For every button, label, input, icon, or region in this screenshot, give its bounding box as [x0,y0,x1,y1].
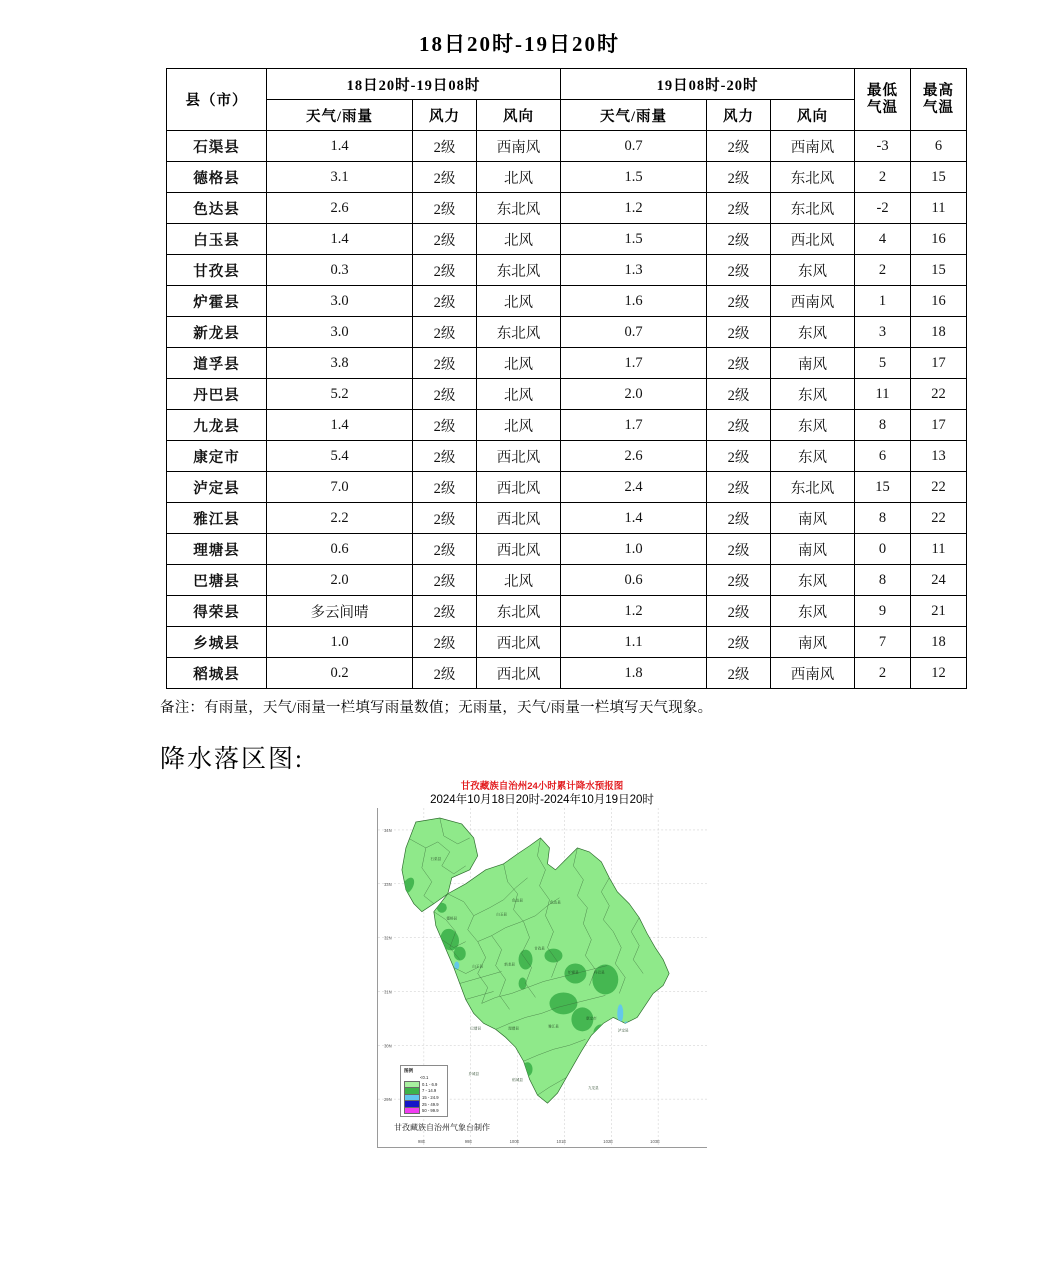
cell-tmax: 24 [911,565,967,596]
cell-wx1: 5.4 [267,441,413,472]
cell-tmax: 18 [911,317,967,348]
precipitation-map-figure [372,781,712,1171]
cell-dir2: 西北风 [771,224,855,255]
svg-text:99E: 99E [464,1139,473,1145]
cell-dir2: 西南风 [771,286,855,317]
legend-label: <0.1 [420,1075,429,1081]
cell-wx1: 5.2 [267,379,413,410]
cell-pow2: 2级 [707,410,771,441]
svg-text:理塘县: 理塘县 [508,1026,519,1031]
cell-wx1: 2.2 [267,503,413,534]
cell-tmin: 3 [855,317,911,348]
svg-text:98E: 98E [417,1139,426,1145]
cell-tmax: 22 [911,503,967,534]
cell-pow1: 2级 [413,193,477,224]
table-body [167,131,967,689]
cell-wx2: 0.6 [561,565,707,596]
table-row [167,255,967,286]
cell-pow2: 2级 [707,379,771,410]
cell-dir2: 南风 [771,627,855,658]
svg-text:石渠县: 石渠县 [430,857,442,862]
cell-dir2: 东风 [771,379,855,410]
legend-label: 25 - 49.9 [422,1101,439,1107]
cell-wx1: 3.0 [267,317,413,348]
header-county: 县（市） [167,69,267,131]
svg-text:乡城县: 乡城县 [468,1072,480,1077]
cell-tmin: 0 [855,534,911,565]
svg-text:30N: 30N [383,1043,392,1049]
cell-tmin: 5 [855,348,911,379]
header-direction-1: 风向 [477,100,561,131]
cell-wx1: 1.4 [267,410,413,441]
cell-pow1: 2级 [413,224,477,255]
cell-wx2: 1.3 [561,255,707,286]
table-row [167,410,967,441]
cell-dir2: 东风 [771,565,855,596]
svg-text:白玉县: 白玉县 [496,912,507,917]
cell-county: 巴塘县 [167,565,267,596]
cell-dir1: 西北风 [477,441,561,472]
legend-items [404,1075,445,1114]
cell-tmax: 12 [911,658,967,689]
cell-dir2: 西南风 [771,658,855,689]
table-header-row-1 [167,69,967,100]
cell-dir2: 东风 [771,596,855,627]
cell-pow1: 2级 [413,131,477,162]
svg-text:炉霍县: 炉霍县 [568,970,579,975]
section-heading-precipitation-map: 降水落区图: [160,746,304,773]
cell-wx1: 3.1 [267,162,413,193]
svg-text:白玉县: 白玉县 [472,964,484,969]
cell-wx2: 1.4 [561,503,707,534]
table-row [167,162,967,193]
cell-tmax: 22 [911,379,967,410]
svg-text:甘孜县: 甘孜县 [534,946,545,951]
cell-wx2: 1.6 [561,286,707,317]
cell-county: 理塘县 [167,534,267,565]
cell-county: 雅江县 [167,503,267,534]
cell-county: 白玉县 [167,224,267,255]
cell-pow1: 2级 [413,317,477,348]
cell-dir1: 北风 [477,565,561,596]
map-canvas [377,808,707,1148]
svg-text:33N: 33N [383,882,392,888]
cell-tmin: 8 [855,503,911,534]
cell-dir2: 东北风 [771,193,855,224]
header-weather-1: 天气/雨量 [267,100,413,131]
svg-text:29N: 29N [383,1097,392,1103]
legend-swatch [404,1075,418,1080]
cell-tmax: 18 [911,627,967,658]
cell-pow2: 2级 [707,658,771,689]
cell-pow2: 2级 [707,441,771,472]
table-row [167,441,967,472]
table-row [167,224,967,255]
cell-pow1: 2级 [413,410,477,441]
table-row [167,286,967,317]
svg-text:新龙县: 新龙县 [504,962,515,967]
cell-dir1: 东北风 [477,193,561,224]
svg-text:101E: 101E [556,1139,567,1145]
cell-wx2: 0.7 [561,131,707,162]
cell-wx1: 3.8 [267,348,413,379]
cell-tmin: 11 [855,379,911,410]
svg-text:色达县: 色达县 [512,898,523,903]
table-row [167,472,967,503]
cell-pow2: 2级 [707,162,771,193]
cell-wx1: 3.0 [267,286,413,317]
cell-tmax: 6 [911,131,967,162]
cell-dir1: 北风 [477,379,561,410]
table-row [167,503,967,534]
cell-wx2: 1.7 [561,410,707,441]
table-row [167,627,967,658]
cell-county: 稻城县 [167,658,267,689]
cell-tmin: -2 [855,193,911,224]
svg-text:巴塘县: 巴塘县 [470,1026,482,1031]
cell-dir1: 北风 [477,286,561,317]
cell-tmin: 2 [855,162,911,193]
page-title: 18日20时-19日20时 [419,32,620,56]
cell-wx1: 2.6 [267,193,413,224]
header-tmax [911,69,967,131]
cell-dir2: 西南风 [771,131,855,162]
legend-swatch [404,1107,420,1114]
cell-dir1: 东北风 [477,255,561,286]
cell-county: 九龙县 [167,410,267,441]
svg-text:102E: 102E [603,1139,614,1145]
legend-label: 0.1 - 6.9 [422,1081,438,1087]
header-tmin-line2: 气温 [867,99,899,116]
cell-dir2: 东风 [771,317,855,348]
cell-pow2: 2级 [707,503,771,534]
cell-county: 丹巴县 [167,379,267,410]
cell-dir1: 西北风 [477,472,561,503]
cell-pow2: 2级 [707,131,771,162]
svg-text:34N: 34N [383,828,392,834]
cell-pow2: 2级 [707,348,771,379]
cell-dir1: 北风 [477,410,561,441]
cell-wx2: 2.6 [561,441,707,472]
cell-wx1: 2.0 [267,565,413,596]
header-direction-2: 风向 [771,100,855,131]
legend-label: 15 - 24.9 [422,1094,439,1100]
cell-county: 甘孜县 [167,255,267,286]
cell-dir2: 南风 [771,534,855,565]
header-period-1: 18日20时-19日08时 [267,69,561,100]
cell-pow2: 2级 [707,596,771,627]
cell-dir2: 东北风 [771,162,855,193]
cell-tmin: 15 [855,472,911,503]
cell-pow1: 2级 [413,255,477,286]
svg-text:稻城县: 稻城县 [512,1078,523,1083]
cell-wx1: 7.0 [267,472,413,503]
table-header [167,69,967,131]
cell-dir1: 西北风 [477,658,561,689]
table-row [167,348,967,379]
cell-tmax: 11 [911,534,967,565]
cell-pow2: 2级 [707,286,771,317]
cell-pow1: 2级 [413,286,477,317]
cell-wx2: 1.1 [561,627,707,658]
cell-wx1: 0.2 [267,658,413,689]
cell-county: 泸定县 [167,472,267,503]
svg-text:103E: 103E [650,1139,660,1145]
cell-county: 色达县 [167,193,267,224]
map-region-base-fill [402,818,669,1103]
cell-pow1: 2级 [413,162,477,193]
cell-dir2: 东北风 [771,472,855,503]
table-row [167,317,967,348]
table-row [167,379,967,410]
table-row [167,565,967,596]
svg-text:泸定县: 泸定县 [617,1028,629,1033]
cell-county: 石渠县 [167,131,267,162]
cell-pow1: 2级 [413,379,477,410]
cell-tmax: 15 [911,162,967,193]
cell-pow2: 2级 [707,193,771,224]
cell-dir2: 东风 [771,441,855,472]
header-tmin-line1: 最低 [867,83,899,100]
svg-text:德格县: 德格县 [446,916,458,921]
svg-text:康定市: 康定市 [585,1016,597,1021]
map-legend [400,1065,448,1118]
cell-dir1: 西北风 [477,627,561,658]
cell-wx1: 0.3 [267,255,413,286]
cell-wx2: 0.7 [561,317,707,348]
cell-pow1: 2级 [413,565,477,596]
cell-wx1: 1.0 [267,627,413,658]
cell-dir1: 西北风 [477,534,561,565]
header-period-2: 19日08时-20时 [561,69,855,100]
table-row [167,193,967,224]
cell-tmin: 8 [855,565,911,596]
cell-pow1: 2级 [413,627,477,658]
cell-tmax: 21 [911,596,967,627]
map-title: 甘孜藏族自治州24小时累计降水预报图 [460,781,624,792]
cell-tmin: 7 [855,627,911,658]
table-header-row-2 [167,100,967,131]
table-note: 备注：有雨量，天气/雨量一栏填写雨量数值；无雨量，天气/雨量一栏填写天气现象。 [160,700,713,716]
cell-tmax: 17 [911,348,967,379]
cell-tmin: 9 [855,596,911,627]
cell-dir1: 东北风 [477,317,561,348]
cell-tmin: 1 [855,286,911,317]
cell-wx2: 1.2 [561,193,707,224]
cell-tmax: 22 [911,472,967,503]
forecast-table-wrapper [166,68,955,689]
table-row [167,596,967,627]
legend-row [404,1108,445,1114]
cell-pow1: 2级 [413,596,477,627]
cell-pow2: 2级 [707,224,771,255]
cell-pow2: 2级 [707,534,771,565]
cell-tmin: 4 [855,224,911,255]
cell-wx2: 1.0 [561,534,707,565]
cell-dir2: 东风 [771,255,855,286]
cell-dir1: 西北风 [477,503,561,534]
cell-county: 得荣县 [167,596,267,627]
cell-county: 康定市 [167,441,267,472]
cell-tmin: 2 [855,658,911,689]
header-tmax-line2: 气温 [923,99,955,116]
cell-wx2: 2.4 [561,472,707,503]
cell-tmax: 15 [911,255,967,286]
legend-title: 图例 [404,1067,414,1073]
header-weather-2: 天气/雨量 [561,100,707,131]
cell-wx2: 1.7 [561,348,707,379]
svg-text:丹巴县: 丹巴县 [593,970,605,975]
cell-pow2: 2级 [707,627,771,658]
cell-wx1: 0.6 [267,534,413,565]
cell-pow1: 2级 [413,658,477,689]
table-row [167,534,967,565]
cell-county: 新龙县 [167,317,267,348]
cell-pow2: 2级 [707,472,771,503]
svg-text:31N: 31N [383,989,392,995]
legend-label: 7 - 14.9 [422,1088,437,1094]
cell-dir1: 东北风 [477,596,561,627]
cell-wx2: 1.5 [561,224,707,255]
cell-dir1: 北风 [477,348,561,379]
header-tmax-line1: 最高 [923,83,955,100]
cell-pow1: 2级 [413,472,477,503]
cell-wx1: 1.4 [267,224,413,255]
header-power-2: 风力 [707,100,771,131]
cell-dir1: 北风 [477,224,561,255]
forecast-table [166,68,967,689]
cell-wx2: 1.2 [561,596,707,627]
cell-pow1: 2级 [413,503,477,534]
cell-pow2: 2级 [707,565,771,596]
map-subtitle: 2024年10月18日20时-2024年10月19日20时 [430,793,654,806]
cell-wx1: 1.4 [267,131,413,162]
cell-county: 炉霍县 [167,286,267,317]
header-tmin [855,69,911,131]
cell-tmax: 16 [911,224,967,255]
cell-tmax: 17 [911,410,967,441]
cell-pow2: 2级 [707,255,771,286]
cell-tmax: 13 [911,441,967,472]
svg-text:100E: 100E [509,1139,520,1145]
svg-text:色达县: 色达县 [550,900,561,905]
cell-county: 乡城县 [167,627,267,658]
legend-label: 50 - 99.9 [422,1108,439,1114]
cell-pow1: 2级 [413,441,477,472]
cell-dir1: 北风 [477,162,561,193]
cell-dir2: 南风 [771,348,855,379]
cell-wx1: 多云间晴 [267,596,413,627]
cell-tmin: 8 [855,410,911,441]
cell-county: 道孚县 [167,348,267,379]
cell-dir2: 东风 [771,410,855,441]
cell-county: 德格县 [167,162,267,193]
table-row [167,131,967,162]
cell-tmin: -3 [855,131,911,162]
cell-tmax: 11 [911,193,967,224]
cell-wx2: 2.0 [561,379,707,410]
cell-tmax: 16 [911,286,967,317]
cell-dir2: 南风 [771,503,855,534]
cell-tmin: 6 [855,441,911,472]
cell-wx2: 1.8 [561,658,707,689]
cell-dir1: 西南风 [477,131,561,162]
cell-tmin: 2 [855,255,911,286]
cell-pow2: 2级 [707,317,771,348]
cell-pow1: 2级 [413,534,477,565]
table-row [167,658,967,689]
cell-pow1: 2级 [413,348,477,379]
svg-text:雅江县: 雅江县 [548,1024,559,1029]
map-credit: 甘孜藏族自治州气象台制作 [394,1123,490,1133]
header-power-1: 风力 [413,100,477,131]
svg-text:九龙县: 九龙县 [587,1086,599,1091]
cell-wx2: 1.5 [561,162,707,193]
svg-text:32N: 32N [383,935,392,941]
